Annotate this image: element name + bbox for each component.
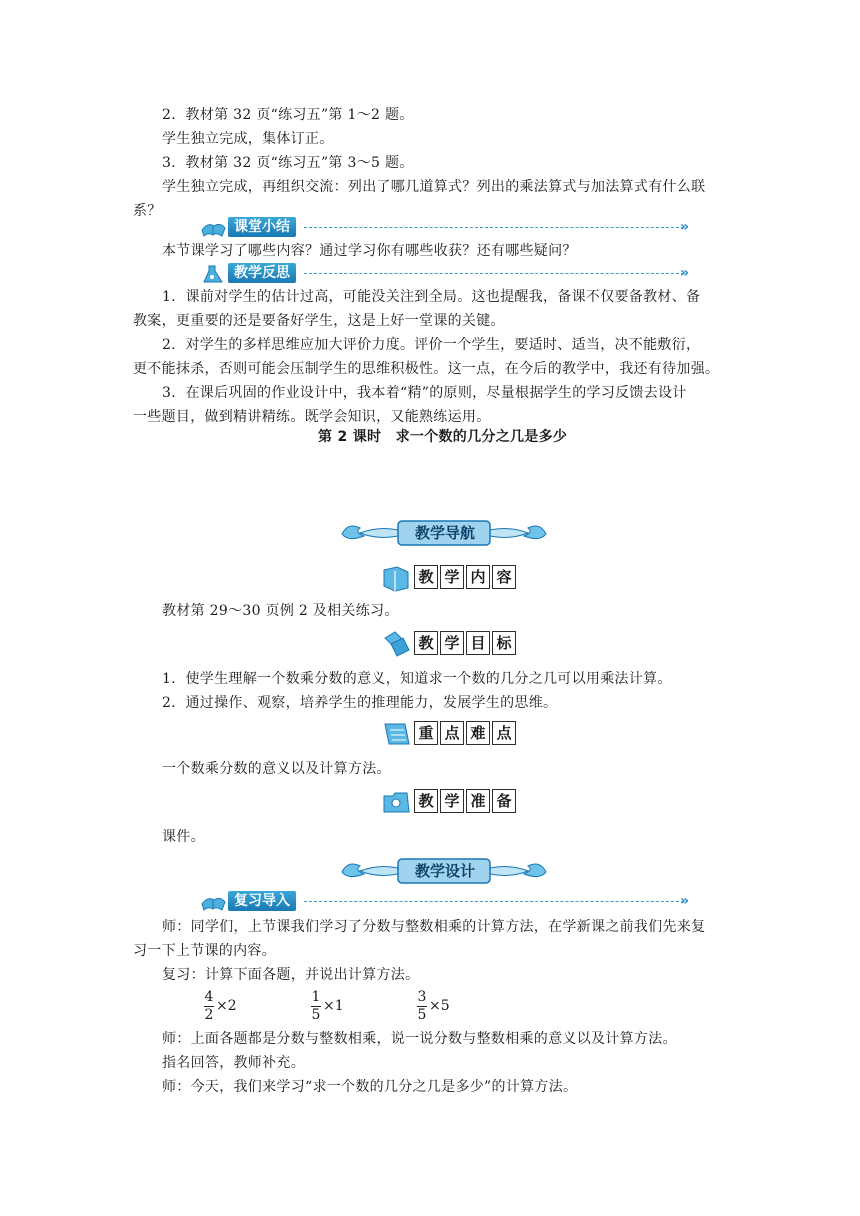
exercise-fraction <box>311 990 361 1024</box>
folder-icon <box>381 788 411 816</box>
numerator: 3 <box>417 989 427 1005</box>
heading-char: 标 <box>492 631 516 655</box>
exercise-fraction <box>417 990 467 1024</box>
text-line: 习一下上节课的内容。 <box>133 943 276 959</box>
text-line: 系？ <box>133 203 162 219</box>
section-title: 教学反思 <box>228 263 296 283</box>
heading-char: 准 <box>466 789 490 813</box>
operator-operand: ×2 <box>216 998 237 1014</box>
text-line: 3．教材第 32 页“练习五”第 3～5 题。 <box>162 155 414 171</box>
double-chevron-icon: » <box>680 219 690 235</box>
section-title: 复习导入 <box>228 891 296 911</box>
text-line: 一些题目，做到精讲精练。既学会知识，又能熟练运用。 <box>133 409 491 425</box>
text-line: 学生独立完成，再组织交流：列出了哪几道算式？列出的乘法算式与加法算式有什么联 <box>162 179 706 195</box>
banner-title: 教学设计 <box>414 862 475 880</box>
heading-char: 学 <box>440 631 464 655</box>
heading-char: 教 <box>414 565 438 589</box>
lesson-title: 第 2 课时 求一个数的几分之几是多少 <box>318 429 568 445</box>
double-chevron-icon: » <box>680 265 690 281</box>
text-line: 教案，更重要的还是要备好学生，这是上好一堂课的关键。 <box>133 313 505 329</box>
text-line: 更不能抹杀，否则可能会压制学生的思维积极性。这一点，在今后的教学中，我还有待加强。 <box>133 361 720 377</box>
banner-teaching-design <box>338 856 550 886</box>
exercise-fraction <box>204 990 254 1024</box>
text-line: 复习：计算下面各题，并说出计算方法。 <box>162 967 420 983</box>
books-icon <box>381 630 411 658</box>
text-line: 一个数乘分数的意义以及计算方法。 <box>162 761 391 777</box>
denominator: 2 <box>204 1007 214 1023</box>
heading-char: 点 <box>440 721 464 745</box>
heading-char: 备 <box>492 789 516 813</box>
banner-teaching-nav <box>338 518 550 548</box>
dashed-line <box>304 273 684 274</box>
section-title: 课堂小结 <box>228 217 296 237</box>
heading-char: 容 <box>492 565 516 589</box>
text-line: 教材第 29～30 页例 2 及相关练习。 <box>162 603 399 619</box>
numerator: 1 <box>311 989 321 1005</box>
heading-char: 重 <box>414 721 438 745</box>
text-line: 3．在课后巩固的作业设计中，我本着“精”的原则，尽量根据学生的学习反馈去设计 <box>162 385 687 401</box>
dashed-line <box>304 227 684 228</box>
heading-char: 学 <box>440 789 464 813</box>
text-line: 指名回答，教师补充。 <box>162 1055 305 1071</box>
flask-icon <box>200 264 226 284</box>
heading-char: 教 <box>414 631 438 655</box>
section-header-review <box>200 890 700 914</box>
text-line: 本节课学习了哪些内容？通过学习你有哪些收获？还有哪些疑问？ <box>162 243 577 259</box>
heading-char: 难 <box>466 721 490 745</box>
heading-char: 目 <box>466 631 490 655</box>
text-line: 2．教材第 32 页“练习五”第 1～2 题。 <box>162 107 414 123</box>
text-line: 学生独立完成，集体订正。 <box>162 131 334 147</box>
section-header-summary <box>200 216 700 240</box>
banner-title: 教学导航 <box>414 524 475 542</box>
heading-char: 教 <box>414 789 438 813</box>
operator-operand: ×1 <box>323 998 344 1014</box>
book-icon <box>200 218 226 238</box>
text-line: 2．对学生的多样思维应加大评价力度。评价一个学生，要适时、适当，决不能敷衍， <box>162 337 701 353</box>
double-chevron-icon: » <box>680 893 690 909</box>
heading-char: 点 <box>492 721 516 745</box>
text-line: 1．使学生理解一个数乘分数的意义，知道求一个数的几分之几可以用乘法计算。 <box>162 671 672 687</box>
section-header-reflection <box>200 262 700 286</box>
operator-operand: ×5 <box>429 998 450 1014</box>
text-line: 师：今天，我们来学习“求一个数的几分之几是多少”的计算方法。 <box>162 1079 578 1095</box>
notebook-icon <box>381 720 411 748</box>
text-line: 1．课前对学生的估计过高，可能没关注到全局。这也提醒我，备课不仅要备教材、备 <box>162 289 701 305</box>
dashed-line <box>304 901 684 902</box>
denominator: 5 <box>311 1007 321 1023</box>
numerator: 4 <box>204 989 214 1005</box>
text-line: 师：上面各题都是分数与整数相乘，说一说分数与整数相乘的意义以及计算方法。 <box>162 1031 677 1047</box>
book-icon <box>381 564 411 592</box>
heading-char: 学 <box>440 565 464 589</box>
text-line: 2．通过操作、观察，培养学生的推理能力，发展学生的思维。 <box>162 695 558 711</box>
heading-char: 内 <box>466 565 490 589</box>
text-line: 课件。 <box>162 829 205 845</box>
book-icon <box>200 892 226 912</box>
text-line: 师：同学们，上节课我们学习了分数与整数相乘的计算方法，在学新课之前我们先来复 <box>162 919 706 935</box>
denominator: 5 <box>417 1007 427 1023</box>
